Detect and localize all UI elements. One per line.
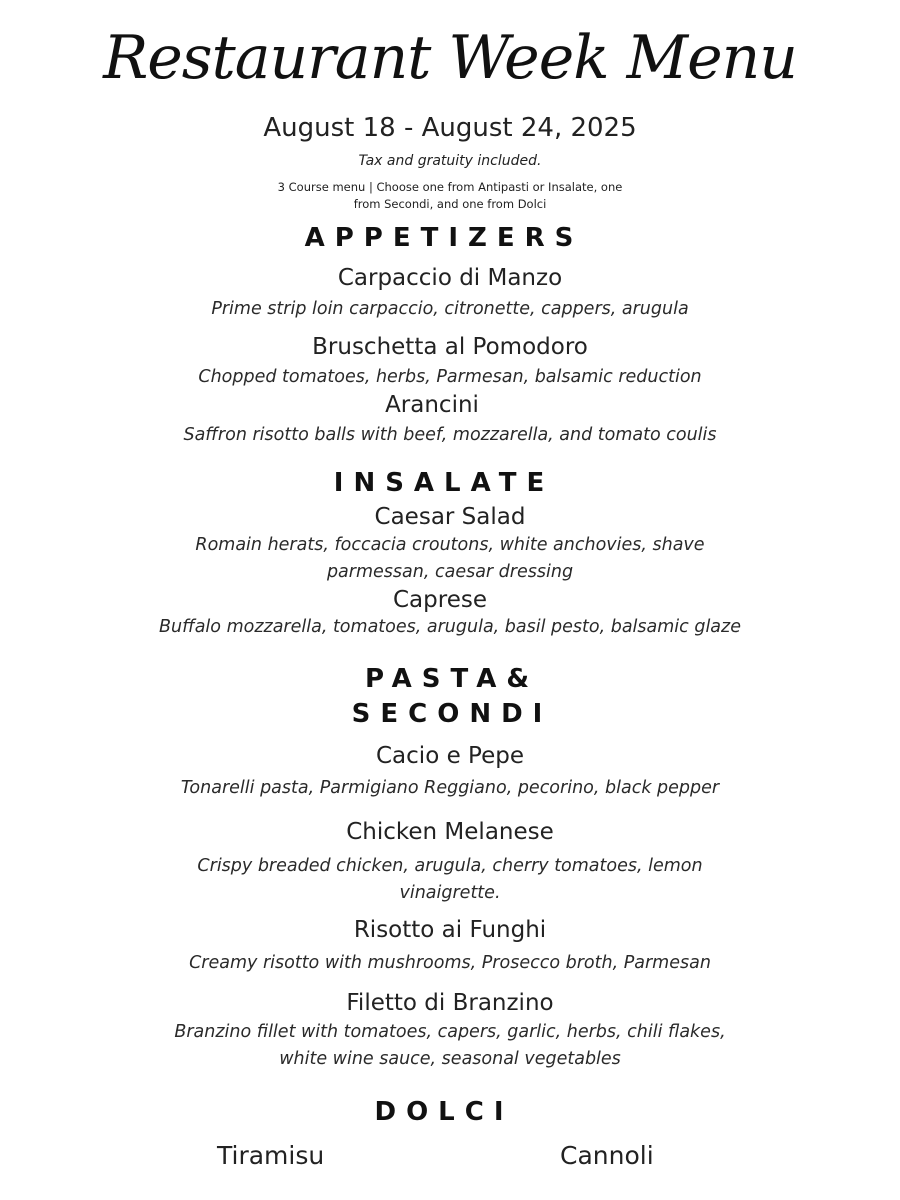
dish-description: Buffalo mozzarella, tomatoes, arugula, basil pesto, balsamic glaze [158, 617, 741, 637]
dish-name: Risotto ai Funghi [353, 917, 547, 943]
dish-name: Bruschetta al Pomodoro [312, 334, 588, 360]
dish-description: Romain herats, foccacia croutons, white anchovies, shave [195, 535, 705, 555]
section-heading-pasta: PASTA& [364, 664, 540, 694]
dish-name: Cacio e Pepe [376, 743, 524, 769]
section-heading-insalate: INSALATE [333, 468, 555, 498]
dish-description: parmessan, caesar dressing [326, 562, 574, 582]
course-note-line2: from Secondi, and one from Dolci [353, 197, 547, 211]
section-heading-dolci: DOLCI [374, 1097, 514, 1127]
course-note-line1: 3 Course menu | Choose one from Antipasti or Insalate, one [277, 180, 623, 194]
dish-name: Filetto di Branzino [346, 990, 554, 1016]
dish-description: Saffron risotto balls with beef, mozzarella, and tomato coulis [183, 425, 717, 445]
dish-name: Chicken Melanese [346, 819, 554, 845]
dessert-item: Tiramisu [217, 1141, 325, 1170]
dish-description: Crispy breaded chicken, arugula, cherry tomatoes, lemon [197, 856, 703, 876]
dish-name: Carpaccio di Manzo [337, 265, 563, 291]
section-heading-appetizers: APPETIZERS [304, 223, 584, 253]
dish-description: white wine sauce, seasonal vegetables [279, 1049, 621, 1069]
menu-title: Restaurant Week Menu [103, 23, 797, 93]
dish-description: Prime strip loin carpaccio, citronette, cappers, arugula [211, 299, 689, 319]
dish-description: Creamy risotto with mushrooms, Prosecco broth, Parmesan [189, 953, 711, 973]
section-heading-secondi: SECONDI [351, 699, 553, 729]
menu-dates: August 18 - August 24, 2025 [263, 113, 637, 143]
dish-name: Caprese [393, 587, 487, 613]
dish-description: Tonarelli pasta, Parmigiano Reggiano, pecorino, black pepper [180, 778, 720, 798]
dish-description: Chopped tomatoes, herbs, Parmesan, balsamic reduction [198, 367, 702, 387]
dish-description: Branzino fillet with tomatoes, capers, garlic, herbs, chili flakes, [174, 1022, 726, 1042]
dish-name: Caesar Salad [374, 504, 526, 530]
dish-description: vinaigrette. [399, 883, 501, 903]
tax-note: Tax and gratuity included. [358, 153, 542, 169]
dish-name: Arancini [385, 392, 479, 418]
dessert-item: Cannoli [560, 1141, 654, 1170]
